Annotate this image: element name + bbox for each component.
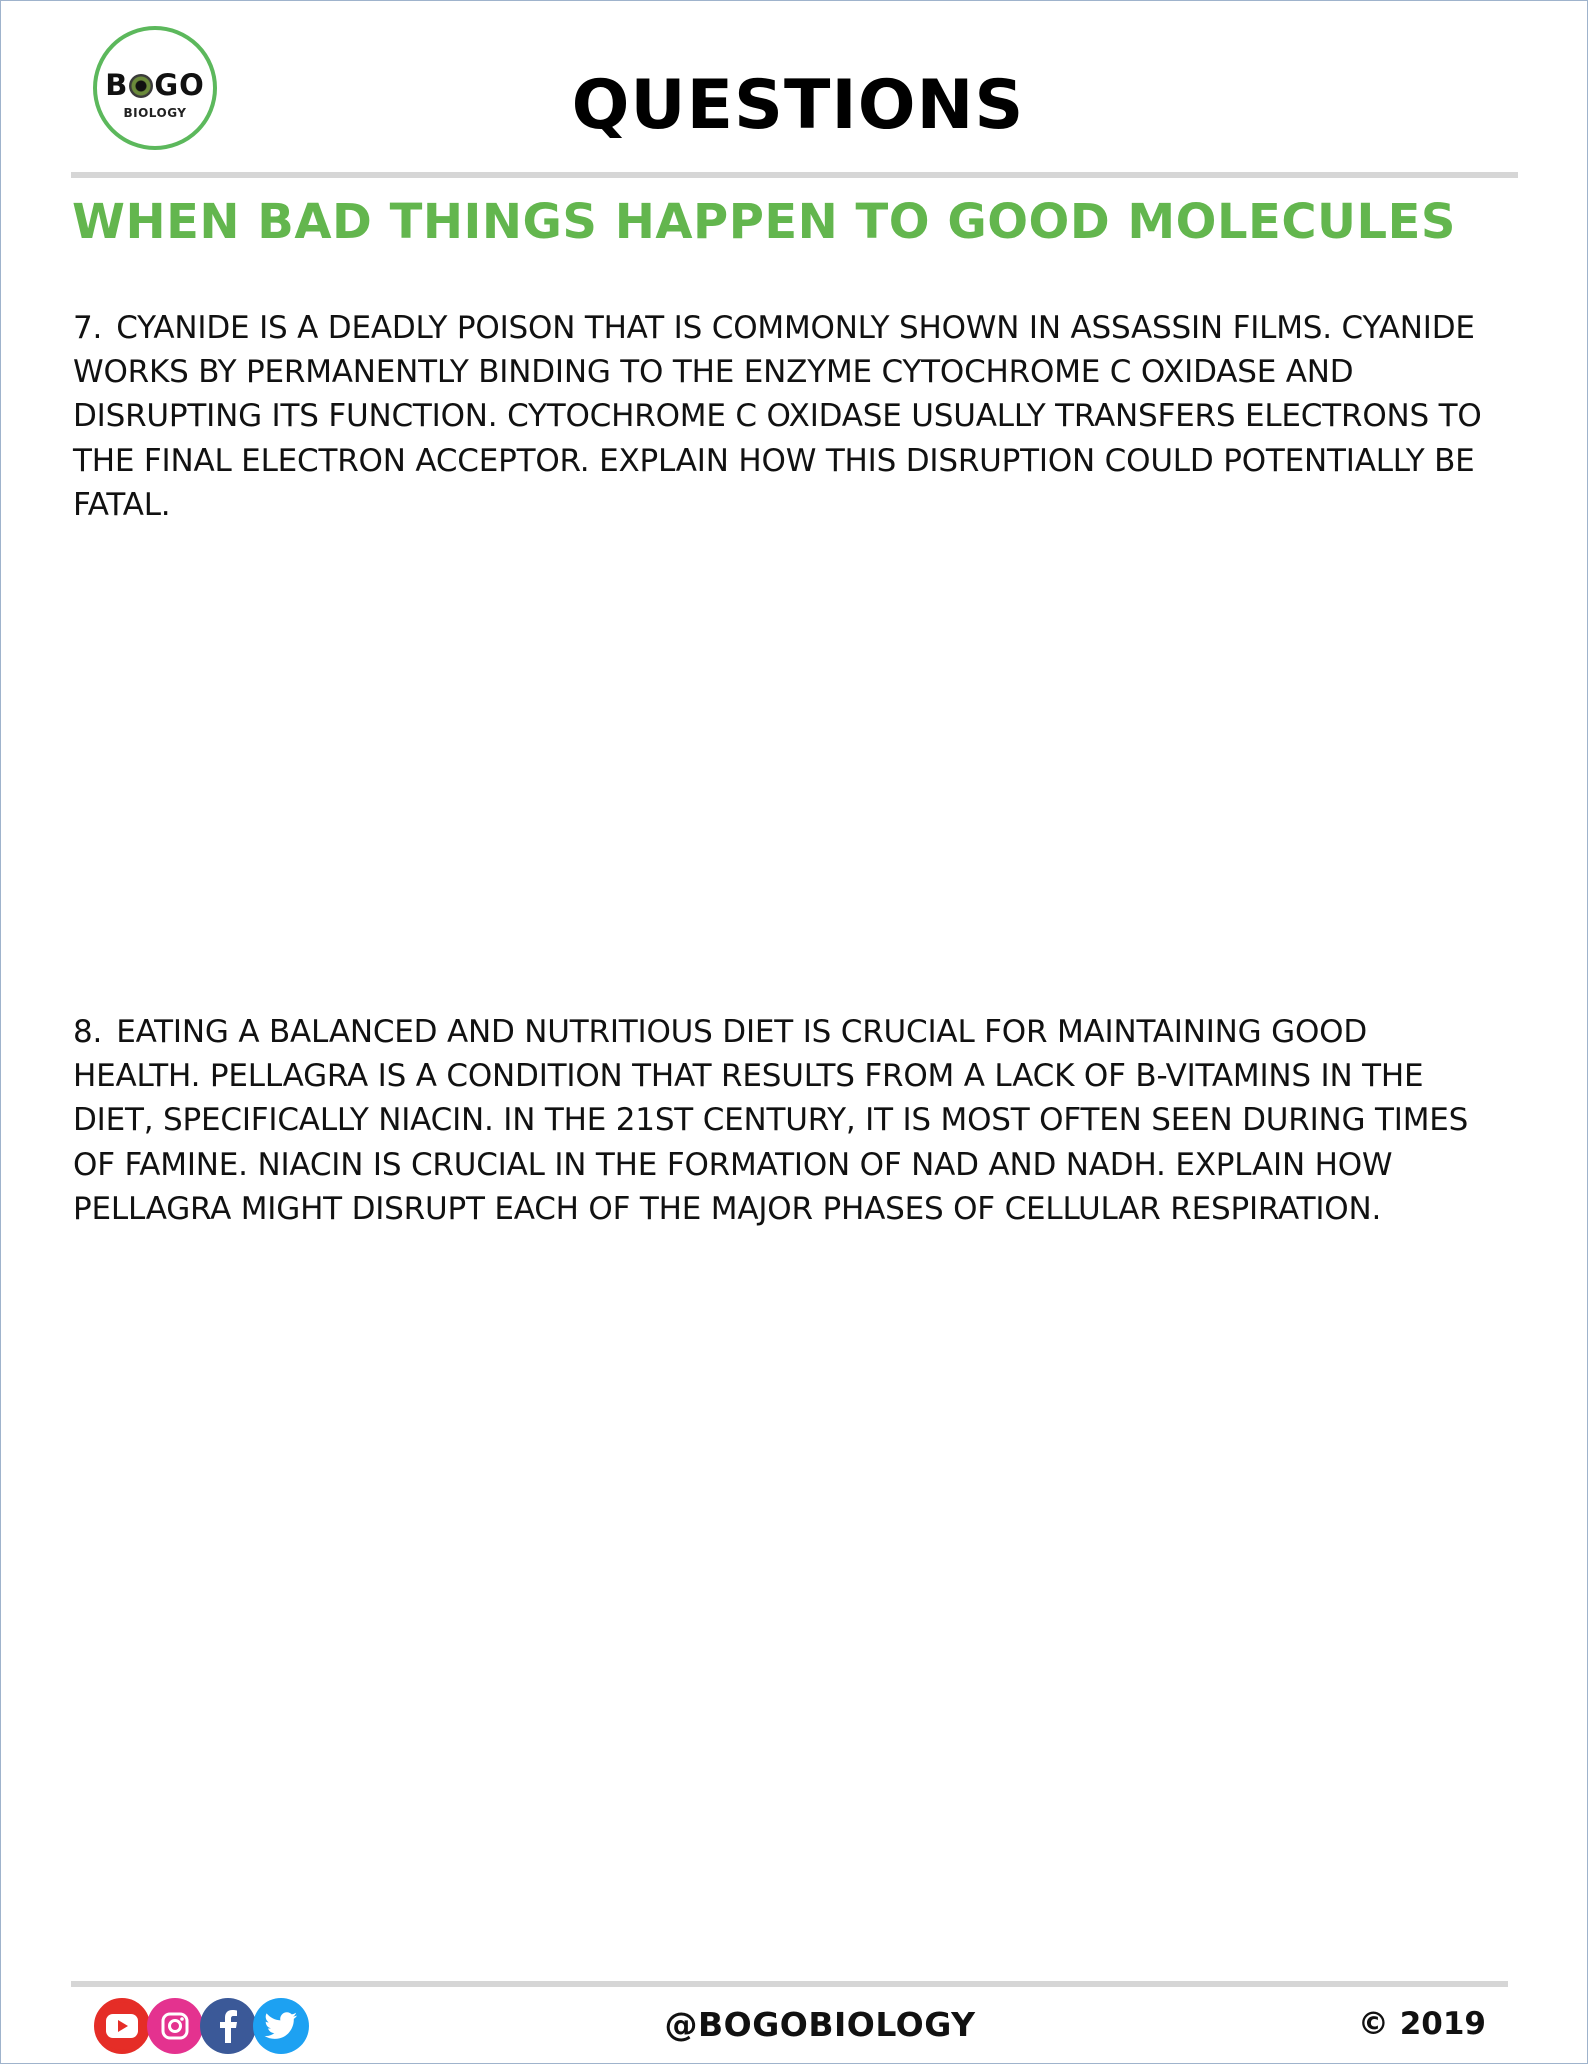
- footer-divider: [71, 1981, 1508, 1987]
- header-divider: [71, 172, 1518, 178]
- answer-space-7[interactable]: [73, 540, 1498, 980]
- page-title: QUESTIONS: [571, 66, 1025, 145]
- question-number: 8.: [73, 1014, 103, 1050]
- logo-subtext: BIOLOGY: [123, 106, 187, 120]
- answer-space-8[interactable]: [73, 1290, 1498, 1960]
- question-8: [73, 1010, 1498, 1231]
- logo-wordmark: B GO: [105, 68, 205, 102]
- question-text: EATING A BALANCED AND NUTRITIOUS DIET IS CRUCIAL FOR MAINTAINING GOOD HEALTH. PELLAGRA IS A CONDITION THAT RESULTS FROM A LACK OF B-VITAMINS IN THE DIET, SPECIFICALLY NIACIN. IN THE 21ST CENTURY, IT IS MOST OFTEN SEEN DURING TIMES OF FAMINE. NIACIN IS CRUCIAL IN THE FORMATION OF NAD AND NADH. EXPLAIN HOW PELLAGRA MIGHT DISRUPT EACH OF THE MAJOR PHASES OF CELLULAR RESPIRATION.: [73, 1014, 1469, 1227]
- section-subtitle: WHEN BAD THINGS HAPPEN TO GOOD MOLECULES: [72, 194, 1456, 250]
- copyright-notice: © 2019: [1357, 2006, 1486, 2042]
- question-text: CYANIDE IS A DEADLY POISON THAT IS COMMONLY SHOWN IN ASSASSIN FILMS. CYANIDE WORKS BY PERMANENTLY BINDING TO THE ENZYME CYTOCHROME C OXIDASE AND DISRUPTING ITS FUNCTION. CYTOCHROME C OXIDASE USUALLY TRANSFERS ELECTRONS TO THE FINAL ELECTRON ACCEPTOR. EXPLAIN HOW THIS DISRUPTION COULD POTENTIALLY BE FATAL.: [73, 310, 1482, 523]
- question-number: 7.: [73, 310, 103, 346]
- footer-handle[interactable]: @BOGOBIOLOGY: [664, 2005, 976, 2044]
- question-7: [73, 306, 1498, 527]
